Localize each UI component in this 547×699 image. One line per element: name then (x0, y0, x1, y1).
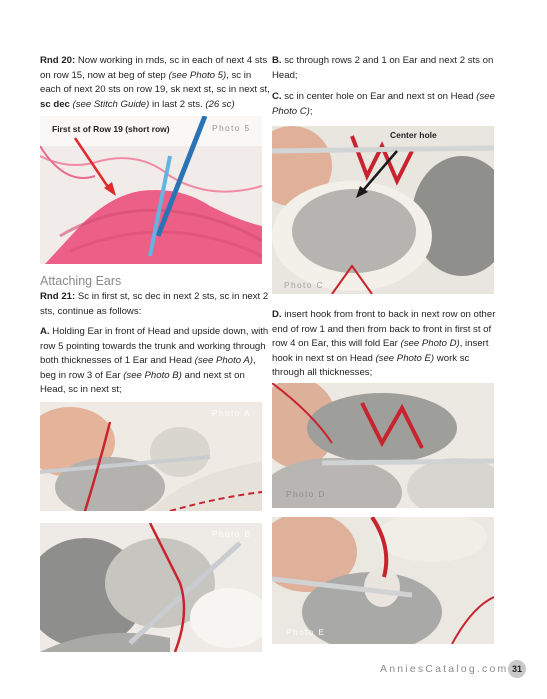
photo-e-label: Photo E (286, 627, 326, 637)
photo-5-image (40, 116, 262, 264)
photo-5-callout: First st of Row 19 (short row) (52, 124, 170, 134)
step-c-label: C. (272, 91, 282, 102)
rnd21-paragraph: Rnd 21: Sc in first st, sc dec in next 2 sts, sc in next 2 sts, continue as follows: (40, 291, 269, 317)
photo-a (40, 402, 262, 511)
photo-e (272, 517, 494, 644)
photo-c-callout: Center hole (390, 130, 437, 140)
photo-b-image (40, 523, 262, 652)
page-number-badge: 31 (508, 660, 526, 678)
photo-d (272, 383, 494, 508)
step-a-paragraph: A. Holding Ear in front of Head and upside down, with row 5 pointing towards the trunk and working through both thicknesses of 1 Ear and Head (see Photo A), beg in row 3 of Ear (see Photo B) and next st on Head, sc in next st; (40, 326, 269, 396)
photo-c-image (272, 126, 494, 294)
photo-e-image (272, 517, 494, 644)
photo-5 (40, 116, 262, 264)
step-c-paragraph: C. sc in center hole on Ear and next st on Head (see Photo C); (272, 91, 495, 117)
photo-d-label: Photo D (286, 489, 326, 499)
step-d-label: D. (272, 309, 282, 320)
step-b-paragraph: B. sc through rows 2 and 1 on Ear and next 2 sts on Head; (272, 55, 494, 81)
step-b-label: B. (272, 55, 282, 66)
rnd20-label: Rnd 20: (40, 55, 76, 66)
step-d-paragraph: D. insert hook from front to back in next row on other end of row 1 and then from back to front in first st of row 4 on Ear, this will fold Ear (see Photo D), insert hook in next st on Head (see Photo E) work sc through all thicknesses; (272, 309, 496, 379)
photo-b-label: Photo B (212, 529, 252, 539)
photo-b (40, 523, 262, 652)
photo-a-image (40, 402, 262, 511)
photo-a-label: Photo A (212, 408, 251, 418)
photo-5-label: Photo 5 (212, 123, 251, 133)
step-a-label: A. (40, 326, 50, 337)
rnd21-label: Rnd 21: (40, 291, 76, 302)
photo-c-label: Photo C (284, 280, 324, 290)
rnd20-paragraph: Rnd 20: Now working in rnds, sc in each of next 4 sts on row 15, now at beg of step (see Photo 5), sc in each of next 20 sts on row 19, sk next st, sc in next st, sc dec (see Stitch Guide) in last 2 sts. (26 sc) (40, 55, 270, 110)
footer-site-link[interactable]: AnniesCatalog.com (380, 663, 509, 675)
attaching-ears-heading: Attaching Ears (40, 274, 122, 288)
photo-c (272, 126, 494, 294)
